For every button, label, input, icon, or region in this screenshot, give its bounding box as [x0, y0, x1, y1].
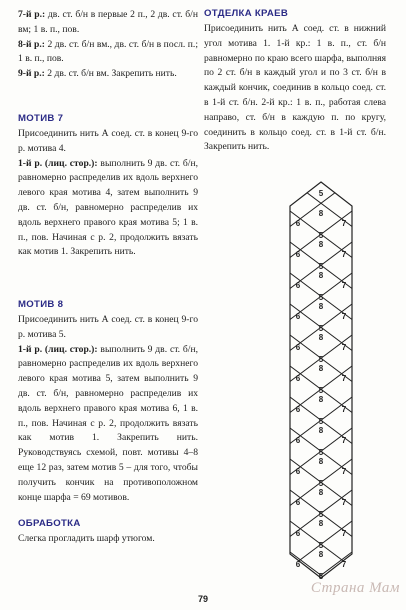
row-8-text: 2 дв. ст. б/н вм., дв. ст. б/н в посл. п.; 1 в. п., пов. [18, 38, 198, 65]
motif-number: 8 [318, 519, 324, 528]
motif-number: 5 [318, 189, 324, 198]
motif-8-row1-label: 1-й р. (лиц. стор.): [18, 343, 98, 355]
row-9-text: 2 дв. ст. б/н вм. Закрепить нить. [44, 68, 177, 80]
motif-number: 6 [295, 467, 301, 476]
edging-p1: Присоединить нить А соед. ст. в нижний угол мотива 1. 1-й кр.: 1 в. п., ст. б/н равномерно по краю всего шарфа, выполняя по 2 ст. б/н в каждый угол и по 3 ст. б/н в каждый кончик, соединив в кольцо соед. ст. в 1-й ст. б/н. 2-й кр.: 1 в. п., работая слева направо, ст. б/н в каждую п. по кругу, соединить в кольцо соед. ст. в 1-й ст. б/н. Закрепить нить. [204, 23, 386, 153]
motif-number: 8 [318, 271, 324, 280]
motif-number: 5 [318, 293, 324, 302]
motif-number: 6 [295, 436, 301, 445]
motif-number: 8 [318, 240, 324, 249]
motif-number: 6 [295, 343, 301, 352]
motif-7-row1-label: 1-й р. (лиц. стор.): [18, 157, 98, 169]
motif-8-heading: МОТИВ 8 [18, 299, 64, 310]
right-column [204, 8, 386, 155]
motif-number: 5 [318, 510, 324, 519]
motif-number: 5 [318, 448, 324, 457]
motif-number: 6 [295, 219, 301, 228]
row-7-label: 7-й р.: [18, 9, 46, 20]
motif-number: 8 [318, 488, 324, 497]
motif-7-p1: Присоединить нить А соед. ст. в конец 9-го р. мотива 4. [18, 128, 198, 154]
scarf-diagram [276, 180, 366, 580]
motif-7-p2 [18, 157, 198, 261]
motif-number: 8 [318, 457, 324, 466]
motif-7-section [18, 113, 198, 260]
motif-number: 7 [341, 250, 347, 259]
motif-number: 7 [341, 560, 347, 569]
finishing-p1: Слегка прогладить шарф утюгом. [18, 533, 155, 544]
motif-7-row1-text: выполнить 9 дв. ст. б/н, равномерно распределив их вдоль верхнего левого края мотива 4, затем выполнить 9 дв. ст. б/н, равномерно распределив их вдоль верхнего правого края мотива 5; 1 в. п., пов. Начиная с р. 2, продолжить вязать как мотив 1. Закрепить нить. [18, 157, 198, 258]
motif-7-heading: МОТИВ 7 [18, 113, 64, 124]
motif-8-p2 [18, 343, 198, 506]
motif-number: 6 [295, 498, 301, 507]
finishing-section [18, 518, 198, 547]
motif-number: 7 [341, 281, 347, 290]
motif-number: 7 [341, 467, 347, 476]
watermark: Страна Мам [310, 580, 400, 596]
motif-number: 5 [318, 262, 324, 271]
motif-number: 5 [318, 479, 324, 488]
motif-number: 6 [295, 250, 301, 259]
motif-number: 5 [318, 324, 324, 333]
page-number: 79 [197, 594, 208, 604]
motif-number: 8 [318, 333, 324, 342]
motif-number: 6 [295, 312, 301, 321]
motif-number: 5 [318, 386, 324, 395]
motif-number: 7 [341, 498, 347, 507]
motif-number: 5 [318, 572, 324, 580]
edging-heading: ОТДЕЛКА КРАЕВ [204, 8, 289, 19]
row-9-label: 9-й р.: [18, 68, 45, 80]
motif-number: 6 [295, 281, 301, 290]
motif-number: 5 [318, 417, 324, 426]
motif-number: 8 [318, 209, 324, 218]
motif-number: 7 [341, 219, 347, 228]
motif-number: 8 [318, 426, 324, 435]
row-9 [18, 67, 198, 82]
motif-number: 6 [295, 405, 301, 414]
motif-number: 5 [318, 355, 324, 364]
row-7-text: дв. ст. б/н в первые 2 п., 2 дв. ст. б/н вм; 1 в. п., пов. [18, 9, 198, 35]
finishing-heading: ОБРАБОТКА [18, 518, 81, 529]
motif-number: 8 [318, 364, 324, 373]
motif-number: 6 [295, 529, 301, 538]
motif-number: 7 [341, 405, 347, 414]
motif-8-row1-text: выполнить 9 дв. ст. б/н, равномерно распределив их вдоль верхнего левого края мотива 5, затем выполнить 9 дв. ст. б/н, равномерно распределив их вдоль верхнего правого края мотива 6, 1 в. п., пов. Начиная с р. 2, продолжить вязать как мотив 1. Закрепить нить. Руководствуясь схемой, повт. мотивы 4–8 еще 12 раз, затем мотив 5 – для того, чтобы получить кончик на противоположном конце шарфа = 69 мотивов. [18, 343, 198, 503]
row-7 [18, 8, 198, 38]
motif-number: 7 [341, 529, 347, 538]
motif-number: 5 [318, 541, 324, 550]
row-8 [18, 38, 198, 68]
motif-number: 7 [341, 343, 347, 352]
left-column [18, 8, 198, 82]
motif-number: 6 [295, 374, 301, 383]
motif-8-p1: Присоединить нить А соед. ст. в конец 9-го р. мотива 5. [18, 314, 198, 340]
motif-number: 8 [318, 395, 324, 404]
motif-number: 5 [318, 231, 324, 240]
motif-number: 7 [341, 374, 347, 383]
motif-number: 8 [318, 550, 324, 559]
motif-number: 8 [318, 302, 324, 311]
motif-number: 7 [341, 436, 347, 445]
row-8-label: 8-й р.: [18, 38, 45, 50]
motif-number: 6 [295, 560, 301, 569]
motif-number: 7 [341, 312, 347, 321]
motif-8-section [18, 299, 198, 505]
